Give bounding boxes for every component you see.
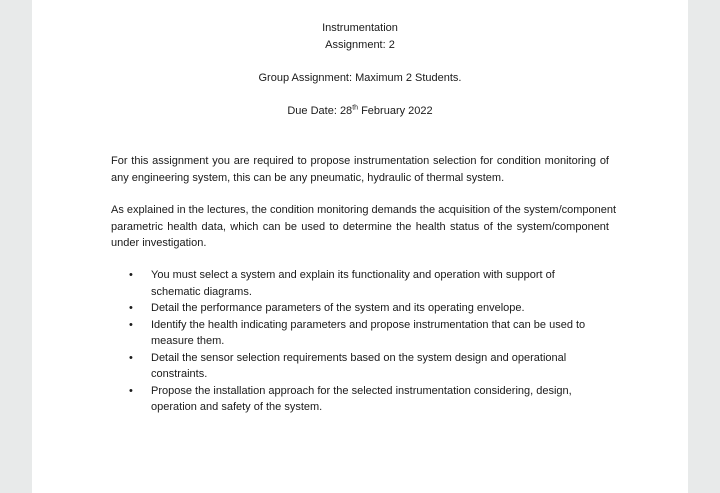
bullet-icon: • [129, 384, 133, 397]
due-date-ordinal: th [352, 104, 359, 112]
explain-line-1: As explained in the lectures, the condition monitoring demands the acquisition of the system/component [111, 204, 617, 216]
list-item-line-1: Detail the performance parameters of the system and its operating envelope. [151, 302, 525, 314]
course-title: Instrumentation [322, 22, 398, 34]
intro-line-1: For this assignment you are required to propose instrumentation selection for condition monitoring of [111, 155, 609, 167]
list-item [127, 300, 587, 317]
explain-paragraph [111, 202, 617, 252]
bullet-icon: • [129, 351, 133, 364]
list-item [127, 383, 587, 416]
list-item-line-1: Detail the sensor selection requirements based on the system design and operational [151, 351, 567, 364]
explain-line-3: under investigation. [111, 237, 207, 249]
due-date [32, 103, 688, 120]
requirements-list [127, 267, 587, 416]
due-date-rest: February 2022 [358, 105, 433, 117]
list-item [127, 350, 587, 383]
list-item [127, 317, 587, 350]
list-item-line-1: Identify the health indicating parameters and propose instrumentation that can be used to [151, 318, 586, 331]
list-item-line-2: measure them. [151, 335, 225, 347]
list-item-line-1: Propose the installation approach for the selected instrumentation considering, design, [151, 384, 572, 397]
due-date-prefix: Due Date: 28 [287, 105, 353, 117]
assignment-number: Assignment: 2 [325, 39, 395, 51]
document-page [32, 0, 688, 493]
list-item-line-1: You must select a system and explain its functionality and operation with support of [151, 269, 555, 281]
bullet-icon: • [129, 269, 133, 281]
intro-paragraph [111, 153, 609, 186]
list-item-line-2: operation and safety of the system. [151, 401, 323, 413]
list-item [127, 267, 587, 300]
group-info: Group Assignment: Maximum 2 Students. [258, 72, 462, 84]
bullet-icon: • [129, 302, 133, 314]
intro-line-2: any engineering system, this can be any pneumatic, hydraulic of thermal system. [111, 171, 505, 184]
explain-line-2: parametric health data, which can be used to determine the health status of the system/component [111, 220, 609, 233]
list-item-line-2: constraints. [151, 368, 208, 380]
list-item-line-2: schematic diagrams. [151, 285, 252, 298]
bullet-icon: • [129, 318, 133, 331]
